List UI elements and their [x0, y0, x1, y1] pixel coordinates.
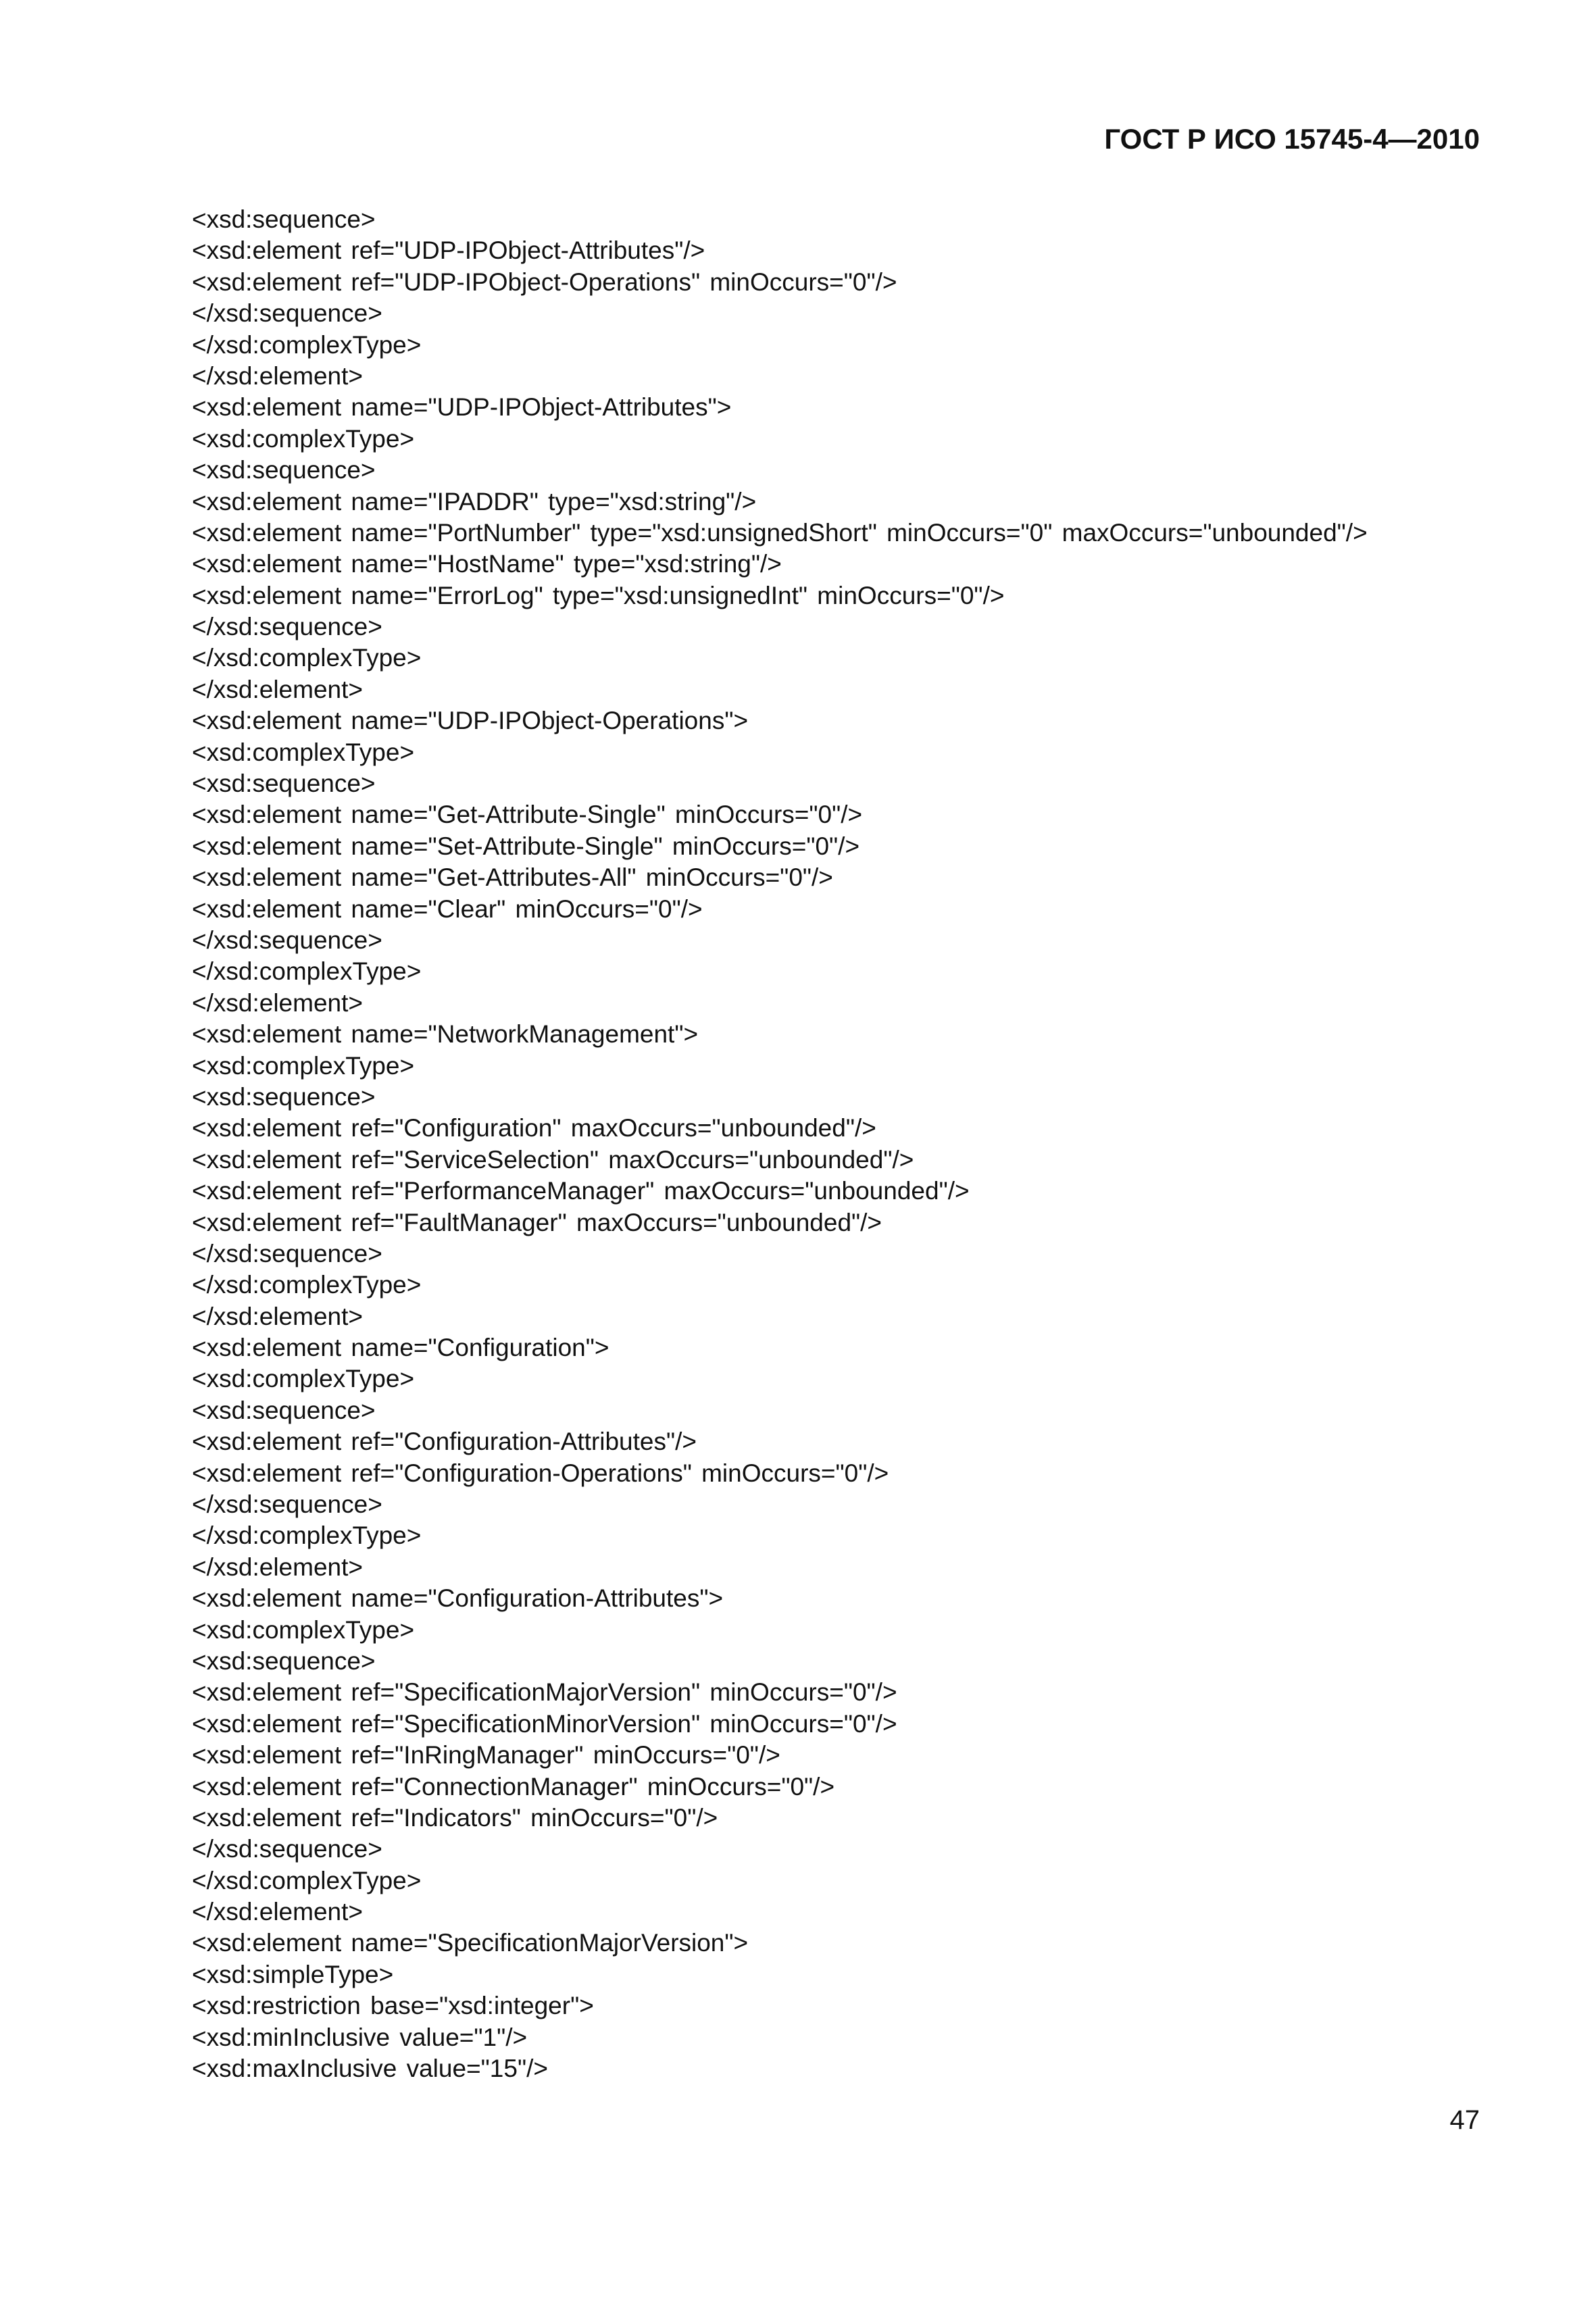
code-line: <xsd:element name="Get-Attribute-Single" minOccurs="0"/>: [192, 801, 863, 829]
code-line: </xsd:sequence>: [192, 1490, 382, 1519]
code-line: </xsd:complexType>: [192, 1521, 422, 1550]
code-line: <xsd:complexType>: [192, 424, 415, 453]
code-line: </xsd:sequence>: [192, 299, 382, 328]
code-line: </xsd:complexType>: [192, 1866, 422, 1894]
code-line: <xsd:element name="Configuration-Attributes">: [192, 1584, 724, 1613]
code-line: </xsd:complexType>: [192, 957, 422, 986]
code-line: <xsd:element ref="SpecificationMajorVersion" minOccurs="0"/>: [192, 1678, 897, 1707]
code-line: <xsd:element name="ErrorLog" type="xsd:unsignedInt" minOccurs="0"/>: [192, 581, 1005, 609]
page-number: 47: [1449, 2105, 1480, 2135]
code-line: <xsd:simpleType>: [192, 1960, 394, 1988]
code-line: <xsd:sequence>: [192, 456, 376, 484]
code-line: <xsd:sequence>: [192, 770, 376, 798]
code-line: <xsd:element ref="FaultManager" maxOccurs="unbounded"/>: [192, 1208, 882, 1236]
code-line: <xsd:element ref="Configuration-Operations" minOccurs="0"/>: [192, 1459, 889, 1487]
code-line: <xsd:element name="NetworkManagement">: [192, 1020, 699, 1049]
code-line: <xsd:complexType>: [192, 1051, 415, 1080]
code-line: <xsd:element name="SpecificationMajorVersion">: [192, 1929, 749, 1957]
code-line: <xsd:element ref="Indicators" minOccurs="0"/>: [192, 1803, 718, 1832]
code-line: </xsd:sequence>: [192, 1835, 382, 1863]
code-line: <xsd:element ref="UDP-IPObject-Operations" minOccurs="0"/>: [192, 268, 897, 296]
code-line: </xsd:element>: [192, 1302, 363, 1330]
code-line: <xsd:complexType>: [192, 738, 415, 766]
code-line: <xsd:element name="Set-Attribute-Single" minOccurs="0"/>: [192, 832, 860, 860]
code-line: <xsd:restriction base="xsd:integer">: [192, 1992, 594, 2020]
code-line: <xsd:element name="UDP-IPObject-Operations">: [192, 707, 749, 735]
code-line: <xsd:element name="Get-Attributes-All" minOccurs="0"/>: [192, 863, 833, 892]
code-line: </xsd:complexType>: [192, 1271, 422, 1299]
code-line: <xsd:element name="HostName" type="xsd:string"/>: [192, 550, 782, 578]
code-line: </xsd:complexType>: [192, 644, 422, 672]
code-line: </xsd:sequence>: [192, 926, 382, 954]
code-line: <xsd:element ref="SpecificationMinorVersion" minOccurs="0"/>: [192, 1709, 897, 1738]
code-line: </xsd:element>: [192, 675, 363, 703]
code-line: <xsd:element ref="InRingManager" minOccurs="0"/>: [192, 1741, 780, 1769]
code-line: </xsd:element>: [192, 1553, 363, 1581]
code-line: <xsd:minInclusive value="1"/>: [192, 2023, 528, 2051]
code-line: <xsd:element ref="UDP-IPObject-Attributes"/>: [192, 236, 705, 265]
code-line: <xsd:complexType>: [192, 1365, 415, 1393]
code-line: <xsd:maxInclusive value="15"/>: [192, 2055, 548, 2083]
code-line: </xsd:complexType>: [192, 330, 422, 359]
code-line: </xsd:sequence>: [192, 1239, 382, 1267]
xsd-code-listing: [192, 204, 1510, 2084]
code-line: </xsd:sequence>: [192, 613, 382, 641]
code-line: </xsd:element>: [192, 361, 363, 390]
code-line: <xsd:element name="Configuration">: [192, 1334, 609, 1362]
code-line: <xsd:sequence>: [192, 205, 376, 233]
code-line: <xsd:element ref="Configuration" maxOccurs="unbounded"/>: [192, 1114, 876, 1142]
code-line: <xsd:element ref="PerformanceManager" maxOccurs="unbounded"/>: [192, 1177, 970, 1205]
code-line: <xsd:complexType>: [192, 1615, 415, 1644]
code-line: <xsd:element ref="ConnectionManager" minOccurs="0"/>: [192, 1772, 835, 1801]
code-line: <xsd:element ref="ServiceSelection" maxOccurs="unbounded"/>: [192, 1145, 914, 1174]
code-line: <xsd:element ref="Configuration-Attributes"/>: [192, 1428, 697, 1456]
code-line: </xsd:element>: [192, 988, 363, 1017]
code-line: <xsd:sequence>: [192, 1646, 376, 1675]
code-line: <xsd:element name="UDP-IPObject-Attributes">: [192, 393, 732, 422]
code-line: <xsd:element name="PortNumber" type="xsd:unsignedShort" minOccurs="0" maxOccurs="unbounded"/>: [192, 518, 1368, 547]
code-line: <xsd:sequence>: [192, 1396, 376, 1424]
code-line: <xsd:element name="Clear" minOccurs="0"/>: [192, 895, 703, 923]
code-line: <xsd:sequence>: [192, 1082, 376, 1111]
document-header-standard-id: ГОСТ Р ИСО 15745-4—2010: [1104, 123, 1480, 155]
code-line: <xsd:element name="IPADDR" type="xsd:string"/>: [192, 487, 757, 515]
code-line: </xsd:element>: [192, 1898, 363, 1926]
